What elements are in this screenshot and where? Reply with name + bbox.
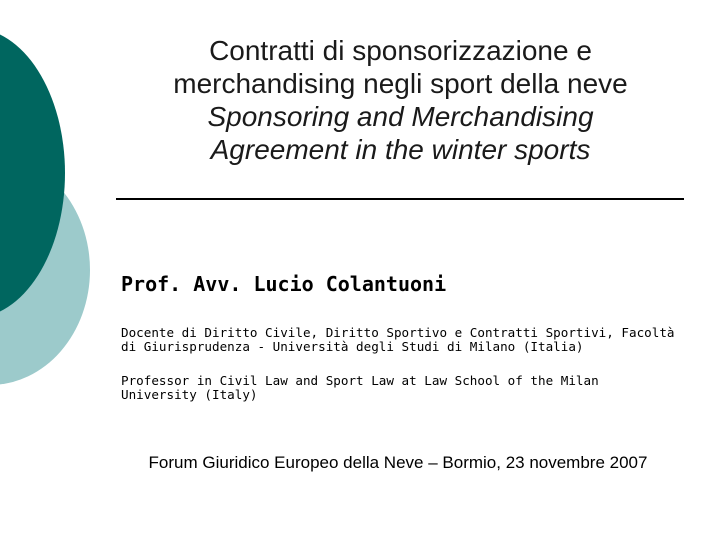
description-italian-line-2: di Giurisprudenza - Università degli Studi di Milano (Italia) <box>121 339 584 354</box>
description-english-line-1: Professor in Civil Law and Sport Law at Law School of the Milan <box>121 373 599 388</box>
title-divider <box>116 198 684 200</box>
slide-title <box>118 34 683 166</box>
description-italian <box>121 326 681 354</box>
description-english <box>121 374 681 402</box>
author-name: Prof. Avv. Lucio Colantuoni <box>121 272 447 296</box>
title-line-2: merchandising negli sport della neve <box>173 68 628 99</box>
description-english-line-2: University (Italy) <box>121 387 258 402</box>
title-line-1: Contratti di sponsorizzazione e <box>209 35 592 66</box>
description-italian-line-1: Docente di Diritto Civile, Diritto Sportivo e Contratti Sportivi, Facoltà <box>121 325 675 340</box>
title-line-4: Agreement in the winter sports <box>210 134 591 165</box>
title-line-3: Sponsoring and Merchandising <box>207 101 594 132</box>
event-footer: Forum Giuridico Europeo della Neve – Bormio, 23 novembre 2007 <box>148 453 648 472</box>
